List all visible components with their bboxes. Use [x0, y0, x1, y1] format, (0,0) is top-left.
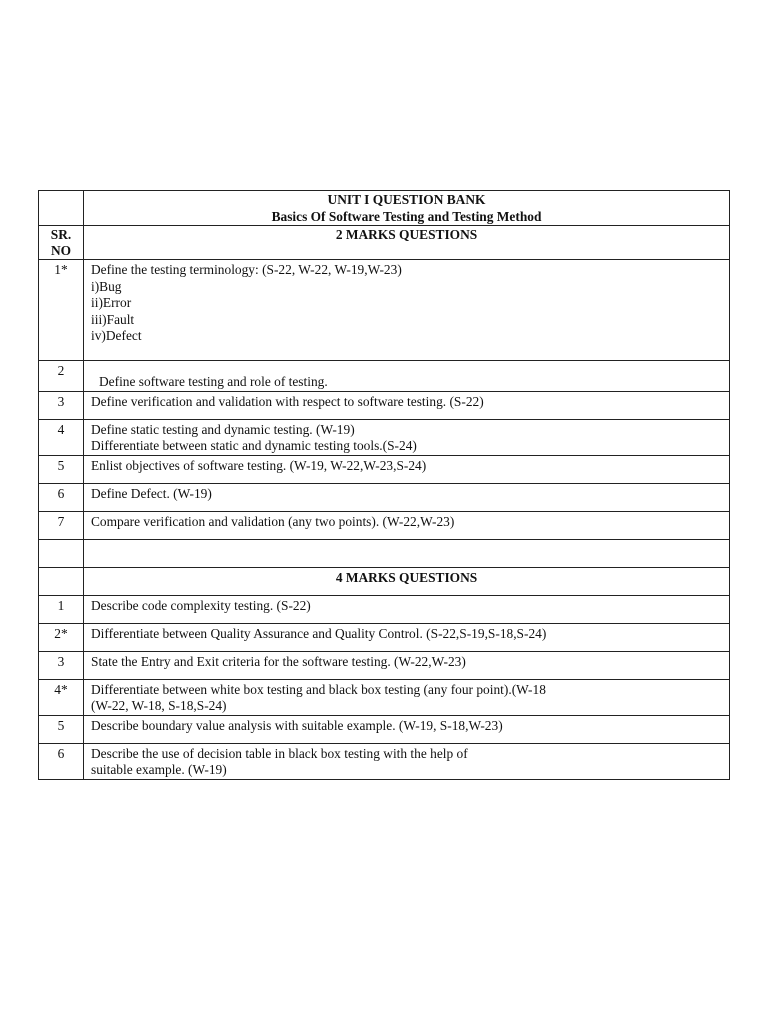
question-text [84, 361, 730, 392]
question-text [84, 483, 730, 511]
question-line: i)Bug [91, 278, 122, 294]
question-number: 6 [39, 483, 84, 511]
question-line: Enlist objectives of software testing. (W-19, W-22,W-23,S-24) [91, 457, 427, 473]
question-text [84, 391, 730, 419]
question-text [84, 511, 730, 539]
question-number: 2* [39, 623, 84, 651]
title-row [39, 191, 730, 226]
sr-no-line2: NO [50, 243, 72, 258]
empty-row [39, 539, 730, 567]
empty-cell [84, 539, 730, 567]
table-row [39, 483, 730, 511]
table-row [39, 679, 730, 715]
question-line: (W-22, W-18, S-18,S-24) [91, 698, 227, 713]
question-line: Define Defect. (W-19) [91, 485, 212, 501]
question-line: Define software testing and role of testing. [99, 374, 328, 389]
table-row [39, 743, 730, 779]
question-line: Describe boundary value analysis with suitable example. (W-19, S-18,W-23) [91, 717, 503, 733]
header-row [39, 226, 730, 260]
question-line: iv)Defect [91, 328, 142, 343]
question-number: 4 [39, 419, 84, 455]
question-line: iii)Fault [91, 311, 135, 327]
question-number: 1* [39, 260, 84, 361]
question-text [84, 260, 730, 361]
question-number: 3 [39, 651, 84, 679]
table-row [39, 651, 730, 679]
page-subtitle: Basics Of Software Testing and Testing Method [271, 208, 542, 224]
title-sr-cell [39, 191, 84, 226]
two-marks-heading-text: 2 MARKS QUESTIONS [335, 227, 478, 242]
question-line: Define the testing terminology: (S-22, W-22, W-19,W-23) [91, 262, 402, 277]
question-line: Differentiate between Quality Assurance and Quality Control. (S-22,S-19,S-18,S-24) [91, 625, 547, 641]
question-number: 4* [39, 679, 84, 715]
table-row [39, 511, 730, 539]
four-marks-header-row [39, 567, 730, 595]
question-line: Define static testing and dynamic testing. (W-19) [91, 421, 355, 437]
table-row [39, 595, 730, 623]
question-number: 6 [39, 743, 84, 779]
table-row [39, 715, 730, 743]
table-row [39, 623, 730, 651]
question-line: Describe the use of decision table in black box testing with the help of [91, 745, 468, 761]
two-marks-heading [84, 226, 730, 260]
question-number: 5 [39, 455, 84, 483]
sr-no-line1: SR. [50, 227, 72, 242]
empty-cell [39, 567, 84, 595]
page-title: UNIT I QUESTION BANK [327, 192, 486, 207]
question-line: Differentiate between white box testing and black box testing (any four point).(W-18 [91, 681, 546, 697]
table-row [39, 391, 730, 419]
question-line: suitable example. (W-19) [91, 762, 227, 777]
question-text [84, 623, 730, 651]
question-line: Compare verification and validation (any two points). (W-22,W-23) [91, 513, 455, 529]
question-text [84, 455, 730, 483]
question-text [84, 715, 730, 743]
question-text [84, 679, 730, 715]
sr-no-header [39, 226, 84, 260]
question-line: Define verification and validation with respect to software testing. (S-22) [91, 393, 484, 409]
question-line: ii)Error [91, 295, 132, 310]
table-row [39, 419, 730, 455]
question-text [84, 651, 730, 679]
question-line: Differentiate between static and dynamic testing tools.(S-24) [91, 438, 417, 453]
four-marks-heading: 4 MARKS QUESTIONS [84, 567, 730, 595]
question-bank-table [38, 190, 730, 780]
question-text [84, 419, 730, 455]
question-number: 1 [39, 595, 84, 623]
empty-cell [39, 539, 84, 567]
table-row [39, 361, 730, 392]
question-number: 2 [39, 361, 84, 392]
question-line: State the Entry and Exit criteria for the software testing. (W-22,W-23) [91, 653, 466, 669]
question-number: 7 [39, 511, 84, 539]
table-row [39, 455, 730, 483]
question-number: 5 [39, 715, 84, 743]
title-cell [84, 191, 730, 226]
table-row [39, 260, 730, 361]
question-text [84, 743, 730, 779]
question-line: Describe code complexity testing. (S-22) [91, 597, 311, 613]
question-text [84, 595, 730, 623]
question-number: 3 [39, 391, 84, 419]
